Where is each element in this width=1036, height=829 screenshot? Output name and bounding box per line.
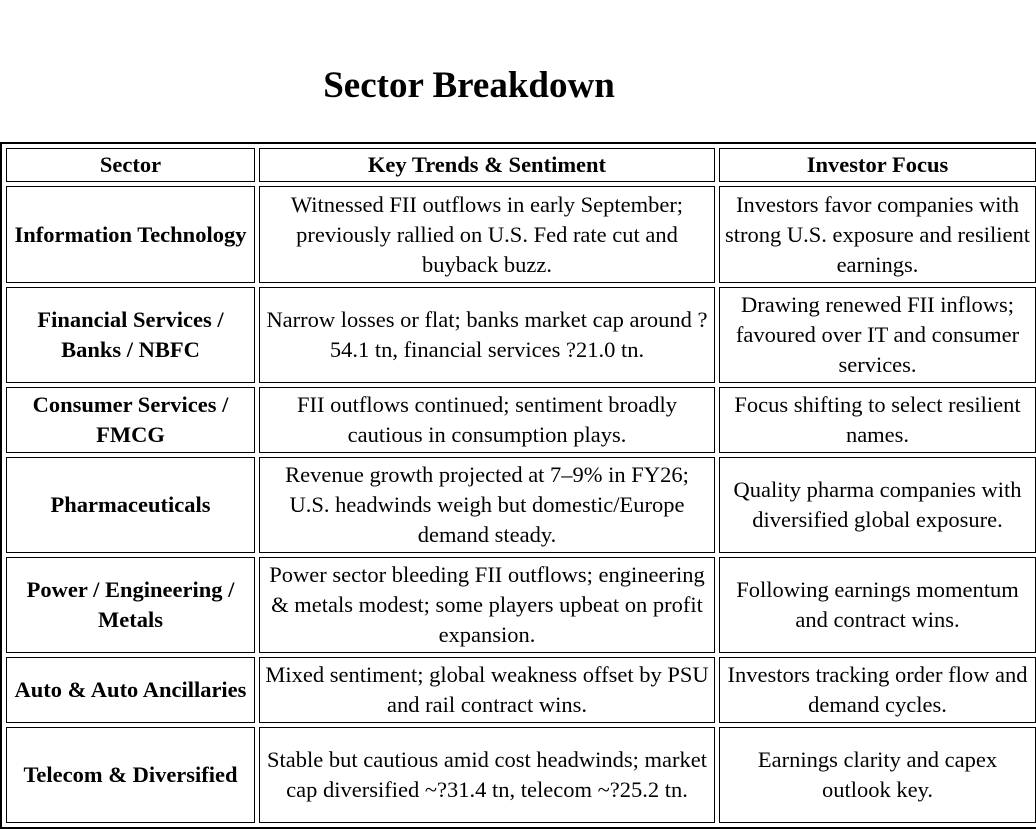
focus-cell: Quality pharma companies with diversified global exposure.: [719, 457, 1036, 553]
table-row: [6, 457, 1036, 553]
column-header-key-trends: Key Trends & Sentiment: [259, 148, 715, 182]
trends-cell: Mixed sentiment; global weakness offset by PSU and rail contract wins.: [259, 657, 715, 723]
column-header-sector: Sector: [6, 148, 255, 182]
trends-cell: Narrow losses or flat; banks market cap around ?54.1 tn, financial services ?21.0 tn.: [259, 287, 715, 383]
sector-cell: Auto & Auto Ancillaries: [6, 657, 255, 723]
column-header-investor-focus: Investor Focus: [719, 148, 1036, 182]
trends-cell: FII outflows continued; sentiment broadly cautious in consumption plays.: [259, 387, 715, 453]
page-title: Sector Breakdown: [323, 65, 615, 106]
table-row: [6, 287, 1036, 383]
sector-cell: Consumer Services / FMCG: [6, 387, 255, 453]
table-row: [6, 186, 1036, 283]
trends-cell: Revenue growth projected at 7–9% in FY26; U.S. headwinds weigh but domestic/Europe demand steady.: [259, 457, 715, 553]
sector-cell: Financial Services / Banks / NBFC: [6, 287, 255, 383]
table-row: [6, 727, 1036, 823]
trends-cell: Power sector bleeding FII outflows; engineering & metals modest; some players upbeat on profit expansion.: [259, 557, 715, 653]
sector-cell: Pharmaceuticals: [6, 457, 255, 553]
trends-cell: Stable but cautious amid cost headwinds; market cap diversified ~?31.4 tn, telecom ~?25.2 tn.: [259, 727, 715, 823]
focus-cell: Drawing renewed FII inflows; favoured over IT and consumer services.: [719, 287, 1036, 383]
table-row: [6, 557, 1036, 653]
sector-cell: Telecom & Diversified: [6, 727, 255, 823]
sector-table: [0, 142, 1036, 829]
focus-cell: Earnings clarity and capex outlook key.: [719, 727, 1036, 823]
sector-cell: Information Technology: [6, 186, 255, 283]
table-row: [6, 657, 1036, 723]
table-row: [6, 387, 1036, 453]
sector-cell: Power / Engineering / Metals: [6, 557, 255, 653]
focus-cell: Investors favor companies with strong U.S. exposure and resilient earnings.: [719, 186, 1036, 283]
table-header-row: [6, 148, 1036, 182]
focus-cell: Following earnings momentum and contract wins.: [719, 557, 1036, 653]
focus-cell: Focus shifting to select resilient names.: [719, 387, 1036, 453]
trends-cell: Witnessed FII outflows in early September; previously rallied on U.S. Fed rate cut and buyback buzz.: [259, 186, 715, 283]
focus-cell: Investors tracking order flow and demand cycles.: [719, 657, 1036, 723]
